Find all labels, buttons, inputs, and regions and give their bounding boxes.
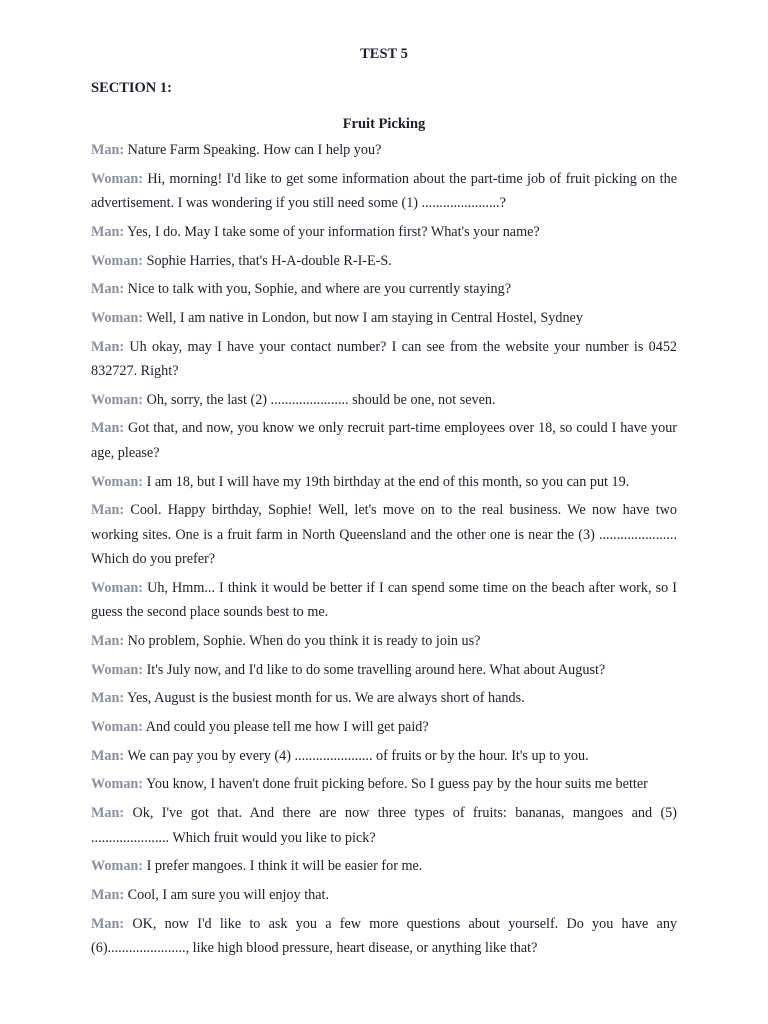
speaker-label: Man: bbox=[91, 338, 125, 355]
utterance-text: Oh, sorry, the last (2) ...................... should be one, not seven. bbox=[146, 391, 496, 408]
dialogue-turn bbox=[91, 715, 677, 739]
utterance-text: You know, I haven't done fruit picking before. So I guess pay by the hour suits me better bbox=[146, 776, 648, 793]
section-title: SECTION 1: bbox=[91, 80, 172, 96]
speaker-label: Man: bbox=[91, 805, 125, 822]
speaker-label: Man: bbox=[91, 142, 125, 158]
utterance-text: Yes, August is the busiest month for us. We are always short of hands. bbox=[127, 690, 525, 707]
utterance-text: Uh, Hmm... I think it would be better if I can spend some time on the beach after work, so I guess the second place sounds best to me. bbox=[91, 579, 677, 621]
dialogue-turn bbox=[91, 470, 677, 494]
speaker-label: Man: bbox=[91, 747, 125, 764]
dialogue-turn bbox=[91, 138, 677, 162]
utterance-text: Sophie Harries, that's H-A-double R-I-E-S. bbox=[146, 252, 392, 269]
speaker-label: Woman: bbox=[91, 858, 144, 875]
document-title: Fruit Picking bbox=[342, 116, 426, 132]
dialogue-turn bbox=[91, 576, 677, 625]
utterance-text: Got that, and now, you know we only recruit part-time employees over 18, so could I have your age, please? bbox=[91, 420, 678, 461]
dialogue-turn bbox=[91, 277, 677, 301]
utterance-text: I am 18, but I will have my 19th birthday at the end of this month, so you can put 19. bbox=[146, 473, 630, 490]
dialogue-turn bbox=[91, 306, 677, 330]
dialogue-transcript bbox=[91, 138, 677, 965]
utterance-text: Nice to talk with you, Sophie, and where are you currently staying? bbox=[127, 281, 512, 298]
utterance-text: Hi, morning! I'd like to get some information about the part-time job of fruit picking on the advertisement. I was wondering if you still need some (1) ......................? bbox=[91, 170, 677, 212]
dialogue-turn bbox=[91, 883, 677, 907]
dialogue-turn bbox=[91, 854, 677, 878]
speaker-label: Man: bbox=[91, 915, 125, 932]
utterance-text: Well, I am native in London, but now I am staying in Central Hostel, Sydney bbox=[146, 309, 583, 326]
utterance-text: We can pay you by every (4) ...................... of fruits or by the hour. It's up to you. bbox=[127, 747, 589, 764]
utterance-text: Cool. Happy birthday, Sophie! Well, let's move on to the real business. We now have two working sites. One is a fruit farm in North Queensland and the other one is near the (3) ...................... Which do you prefer? bbox=[91, 502, 677, 568]
dialogue-turn bbox=[91, 629, 677, 653]
dialogue-turn bbox=[91, 167, 677, 216]
dialogue-turn bbox=[91, 801, 677, 850]
utterance-text: Uh okay, may I have your contact number? I can see from the website your number is 0452 832727. Right? bbox=[91, 338, 678, 380]
utterance-text: Cool, I am sure you will enjoy that. bbox=[127, 886, 330, 903]
dialogue-turn bbox=[91, 658, 677, 682]
speaker-label: Man: bbox=[91, 886, 125, 903]
speaker-label: Woman: bbox=[91, 309, 144, 326]
dialogue-turn bbox=[91, 416, 677, 465]
speaker-label: Man: bbox=[91, 502, 125, 519]
speaker-label: Man: bbox=[91, 223, 125, 240]
dialogue-turn bbox=[91, 498, 677, 571]
dialogue-turn bbox=[91, 912, 677, 961]
dialogue-turn bbox=[91, 335, 677, 384]
dialogue-turn bbox=[91, 744, 677, 768]
utterance-text: OK, now I'd like to ask you a few more questions about yourself. Do you have any (6)......................, like high blood pressure, heart disease, or anything like that? bbox=[91, 915, 678, 957]
speaker-label: Woman: bbox=[91, 776, 144, 793]
speaker-label: Man: bbox=[91, 420, 125, 437]
utterance-text: Nature Farm Speaking. How can I help you? bbox=[127, 142, 382, 158]
utterance-text: I prefer mangoes. I think it will be easier for me. bbox=[146, 858, 423, 875]
speaker-label: Woman: bbox=[91, 252, 144, 269]
dialogue-turn bbox=[91, 220, 677, 244]
speaker-label: Woman: bbox=[91, 391, 144, 408]
speaker-label: Woman: bbox=[91, 579, 144, 596]
dialogue-turn bbox=[91, 686, 677, 710]
speaker-label: Man: bbox=[91, 281, 125, 298]
dialogue-turn bbox=[91, 249, 677, 273]
speaker-label: Woman: bbox=[91, 170, 144, 187]
speaker-label: Woman: bbox=[91, 718, 144, 735]
speaker-label: Man: bbox=[91, 632, 125, 649]
utterance-text: It's July now, and I'd like to do some travelling around here. What about August? bbox=[146, 661, 606, 678]
utterance-text: Yes, I do. May I take some of your information first? What's your name? bbox=[127, 223, 540, 240]
utterance-text: No problem, Sophie. When do you think it is ready to join us? bbox=[127, 632, 481, 649]
speaker-label: Woman: bbox=[91, 473, 144, 490]
dialogue-turn bbox=[91, 388, 677, 412]
speaker-label: Woman: bbox=[91, 661, 144, 678]
utterance-text: And could you please tell me how I will get paid? bbox=[145, 718, 429, 735]
utterance-text: Ok, I've got that. And there are now three types of fruits: bananas, mangoes and (5) ...................... Which fruit would you like to pick? bbox=[91, 805, 677, 846]
dialogue-turn bbox=[91, 772, 677, 796]
speaker-label: Man: bbox=[91, 690, 125, 707]
test-title: TEST 5 bbox=[360, 46, 408, 62]
